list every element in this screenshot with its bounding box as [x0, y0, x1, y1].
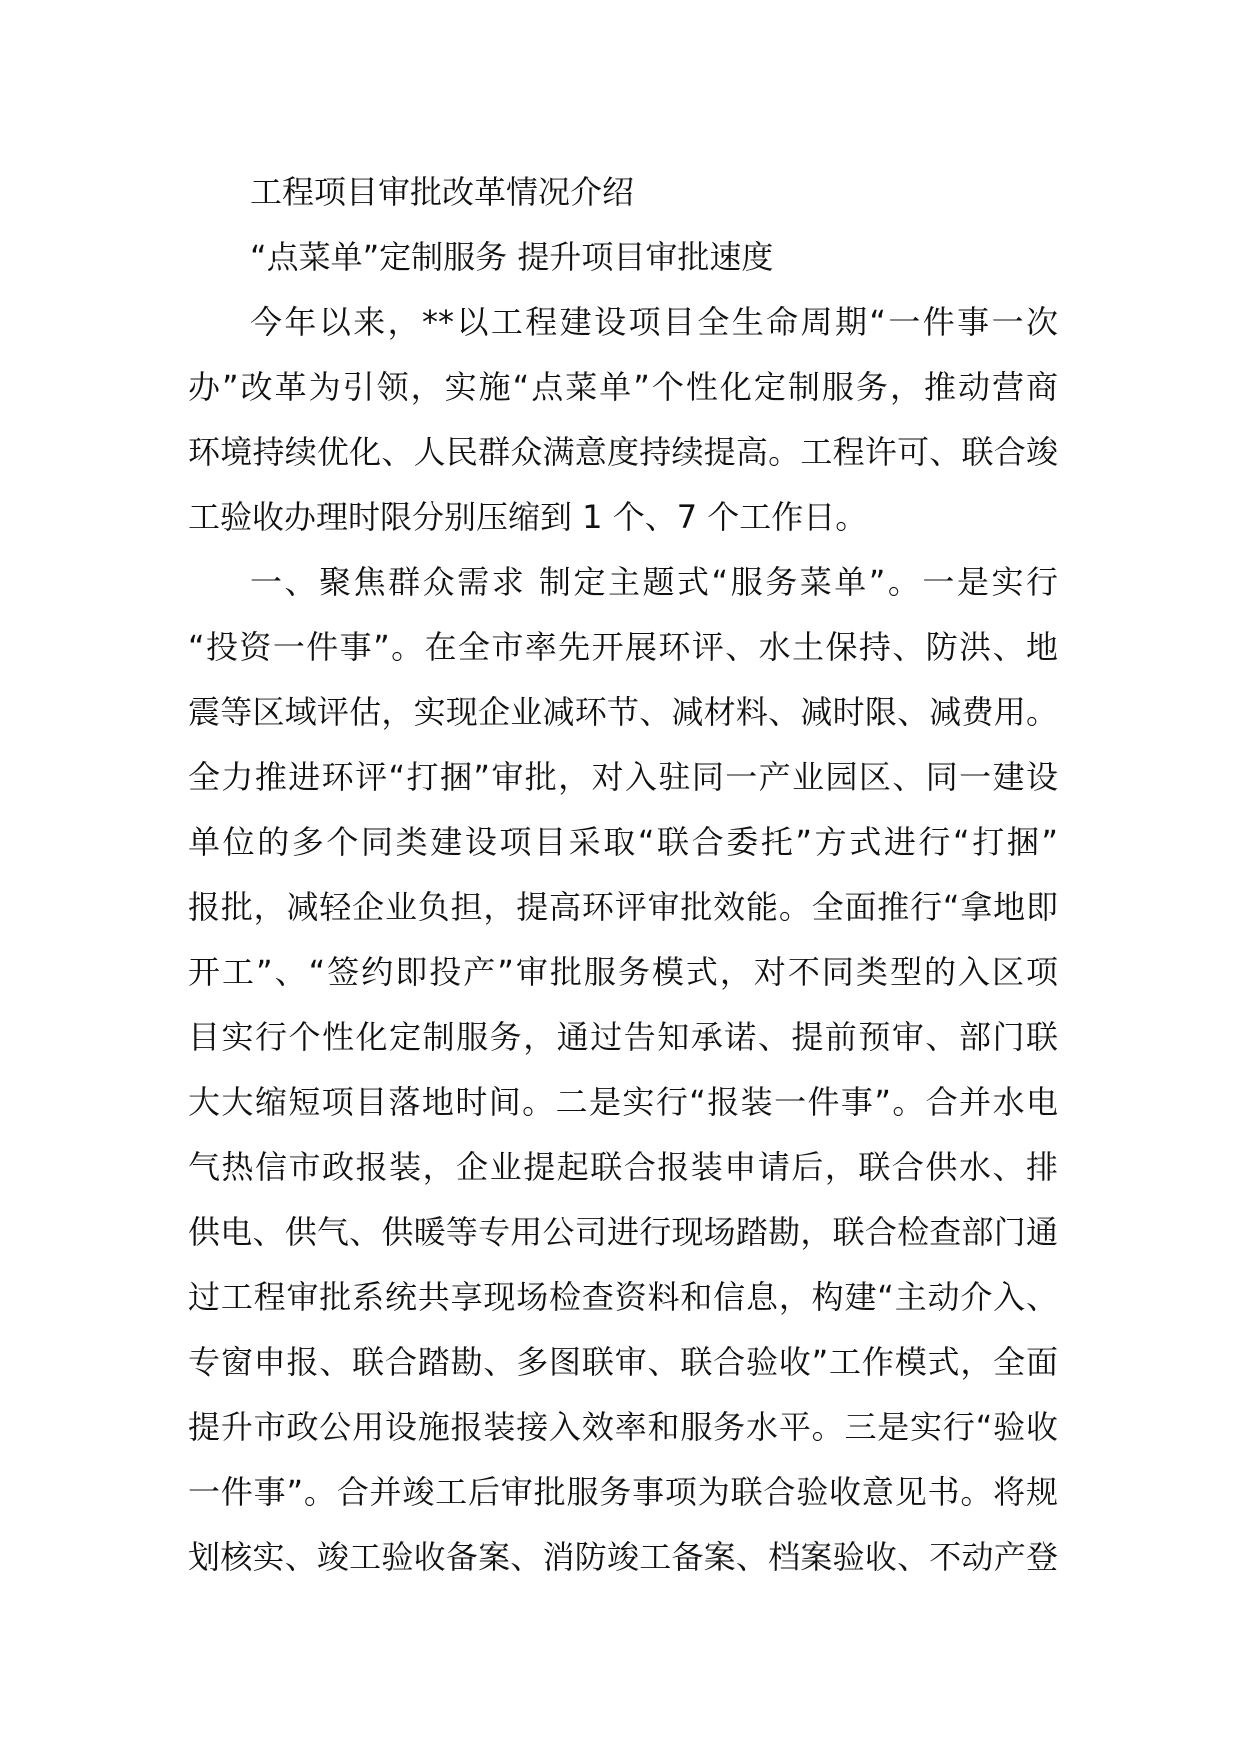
paragraph-line: 大大缩短项目落地时间。二是实行“报装一件事”。合并水电: [188, 1083, 1058, 1121]
paragraph-line: 气热信市政报装，企业提起联合报装申请后，联合供水、排: [188, 1148, 1058, 1186]
document-subtitle: “点菜单”定制服务 提升项目审批速度: [250, 238, 774, 276]
paragraph-line: 报批，减轻企业负担，提高环评审批效能。全面推行“拿地即: [188, 888, 1058, 926]
paragraph-line: 开工”、“签约即投产”审批服务模式，对不同类型的入区项: [188, 953, 1058, 991]
paragraph-line: 一、聚焦群众需求 制定主题式“服务菜单”。一是实行: [250, 563, 1058, 601]
paragraph-line: 单位的多个同类建设项目采取“联合委托”方式进行“打捆”: [188, 823, 1058, 861]
paragraph-line: 提升市政公用设施报装接入效率和服务水平。三是实行“验收: [188, 1408, 1058, 1446]
paragraph-line: 划核实、竣工验收备案、消防竣工备案、档案验收、不动产登: [188, 1538, 1058, 1576]
paragraph-line: 一件事”。合并竣工后审批服务事项为联合验收意见书。将规: [188, 1473, 1058, 1511]
paragraph-line: 专窗申报、联合踏勘、多图联审、联合验收”工作模式，全面: [188, 1343, 1058, 1381]
paragraph-line: 全力推进环评“打捆”审批，对入驻同一产业园区、同一建设: [188, 758, 1058, 796]
paragraph-line: 环境持续优化、人民群众满意度持续提高。工程许可、联合竣: [188, 433, 1058, 471]
paragraph-line: 供电、供气、供暖等专用公司进行现场踏勘，联合检查部门通: [188, 1213, 1058, 1251]
document-title: 工程项目审批改革情况介绍: [250, 173, 635, 211]
paragraph-line: 办”改革为引领，实施“点菜单”个性化定制服务，推动营商: [188, 368, 1058, 406]
document-page: [188, 160, 1058, 1590]
paragraph-line: 过工程审批系统共享现场检查资料和信息，构建“主动介入、: [188, 1278, 1058, 1316]
paragraph-line: 目实行个性化定制服务，通过告知承诺、提前预审、部门联: [188, 1018, 1058, 1056]
paragraph-line: 今年以来，**以工程建设项目全生命周期“一件事一次: [250, 303, 1058, 341]
paragraph-line: 工验收办理时限分别压缩到 1 个、7 个工作日。: [188, 498, 868, 536]
paragraph-line: 震等区域评估，实现企业减环节、减材料、减时限、减费用。: [188, 693, 1058, 731]
paragraph-line: “投资一件事”。在全市率先开展环评、水土保持、防洪、地: [188, 628, 1058, 666]
